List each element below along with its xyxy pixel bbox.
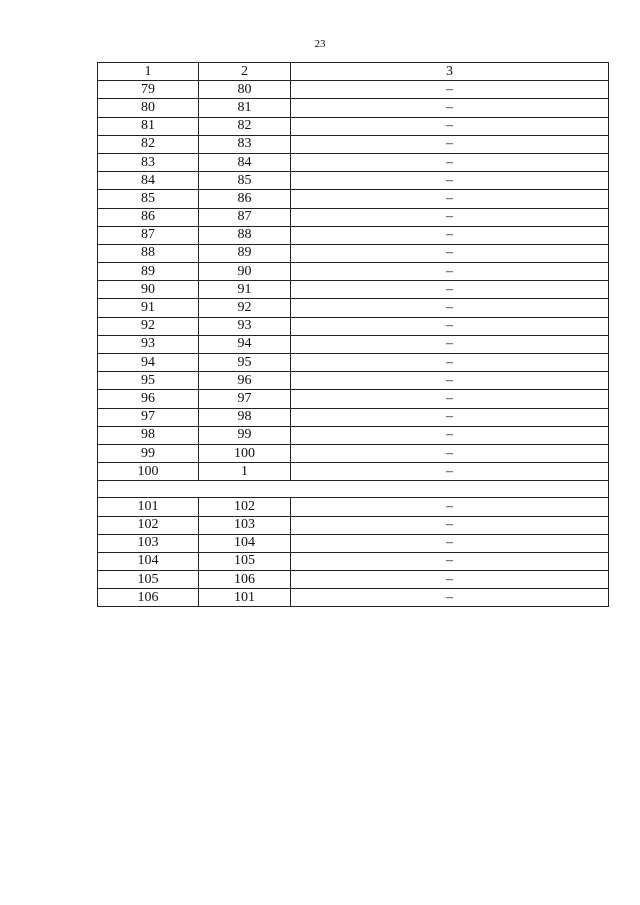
table-row bbox=[98, 589, 609, 607]
table-cell: 82 bbox=[199, 117, 291, 135]
table-row bbox=[98, 571, 609, 589]
table-cell: – bbox=[291, 226, 609, 244]
table-row bbox=[98, 172, 609, 190]
table-cell: 99 bbox=[199, 426, 291, 444]
table-cell: 86 bbox=[199, 190, 291, 208]
table-cell: 90 bbox=[199, 263, 291, 281]
table-cell: – bbox=[291, 498, 609, 516]
table-cell: – bbox=[291, 208, 609, 226]
table-cell: – bbox=[291, 354, 609, 372]
table-cell: 93 bbox=[98, 335, 199, 353]
table-cell: 83 bbox=[199, 135, 291, 153]
table-cell: 105 bbox=[98, 571, 199, 589]
table-row bbox=[98, 534, 609, 552]
table-cell: 88 bbox=[98, 244, 199, 262]
data-table bbox=[97, 62, 609, 607]
table-row bbox=[98, 226, 609, 244]
table-cell: 91 bbox=[199, 281, 291, 299]
table-cell: – bbox=[291, 281, 609, 299]
table-row bbox=[98, 99, 609, 117]
table-cell: 80 bbox=[199, 81, 291, 99]
table-cell: 94 bbox=[199, 335, 291, 353]
table-cell: – bbox=[291, 516, 609, 534]
table-cell: – bbox=[291, 552, 609, 570]
table-cell: 104 bbox=[98, 552, 199, 570]
header-cell-1: 1 bbox=[98, 63, 199, 81]
table-cell: 96 bbox=[98, 390, 199, 408]
table-cell: – bbox=[291, 263, 609, 281]
table-cell: 94 bbox=[98, 354, 199, 372]
table-cell: 91 bbox=[98, 299, 199, 317]
header-cell-3: 3 bbox=[291, 63, 609, 81]
table-cell: 97 bbox=[199, 390, 291, 408]
table-cell: 85 bbox=[199, 172, 291, 190]
table-cell: 82 bbox=[98, 135, 199, 153]
table-row bbox=[98, 299, 609, 317]
table-row bbox=[98, 244, 609, 262]
group-separator-row bbox=[98, 481, 609, 498]
table-cell: 102 bbox=[98, 516, 199, 534]
table-cell: 98 bbox=[98, 426, 199, 444]
table-cell: 101 bbox=[199, 589, 291, 607]
table-cell: – bbox=[291, 534, 609, 552]
table-cell: 90 bbox=[98, 281, 199, 299]
table-row bbox=[98, 117, 609, 135]
table-cell: 104 bbox=[199, 534, 291, 552]
table-cell: 81 bbox=[199, 99, 291, 117]
table-cell: 88 bbox=[199, 226, 291, 244]
table-cell: – bbox=[291, 299, 609, 317]
table-row bbox=[98, 317, 609, 335]
table-cell: 101 bbox=[98, 498, 199, 516]
group-separator-cell bbox=[98, 481, 609, 498]
table-cell: 97 bbox=[98, 408, 199, 426]
table-row bbox=[98, 498, 609, 516]
table-cell: – bbox=[291, 172, 609, 190]
table-cell: 81 bbox=[98, 117, 199, 135]
table-cell: – bbox=[291, 426, 609, 444]
table-cell: 103 bbox=[199, 516, 291, 534]
table-row bbox=[98, 390, 609, 408]
table-cell: – bbox=[291, 99, 609, 117]
table-cell: 86 bbox=[98, 208, 199, 226]
table-row bbox=[98, 153, 609, 171]
table-cell: – bbox=[291, 317, 609, 335]
table-cell: 100 bbox=[199, 444, 291, 462]
table-body bbox=[98, 63, 609, 607]
table-cell: 80 bbox=[98, 99, 199, 117]
table-cell: 106 bbox=[98, 589, 199, 607]
table-row bbox=[98, 408, 609, 426]
table-cell: 85 bbox=[98, 190, 199, 208]
table-cell: – bbox=[291, 589, 609, 607]
table-cell: 96 bbox=[199, 372, 291, 390]
table-row bbox=[98, 335, 609, 353]
table-cell: 95 bbox=[98, 372, 199, 390]
table-cell: – bbox=[291, 408, 609, 426]
table-row bbox=[98, 463, 609, 481]
table-row bbox=[98, 444, 609, 462]
table-cell: 103 bbox=[98, 534, 199, 552]
table-cell: – bbox=[291, 81, 609, 99]
table-cell: 98 bbox=[199, 408, 291, 426]
table-cell: – bbox=[291, 190, 609, 208]
table-cell: 102 bbox=[199, 498, 291, 516]
table-cell: – bbox=[291, 335, 609, 353]
table-cell: – bbox=[291, 444, 609, 462]
header-cell-2: 2 bbox=[199, 63, 291, 81]
table-cell: – bbox=[291, 372, 609, 390]
table-row bbox=[98, 354, 609, 372]
table-cell: 1 bbox=[199, 463, 291, 481]
table-cell: 105 bbox=[199, 552, 291, 570]
table-header-row bbox=[98, 63, 609, 81]
table-cell: 92 bbox=[98, 317, 199, 335]
table-cell: 83 bbox=[98, 153, 199, 171]
table-cell: 99 bbox=[98, 444, 199, 462]
table-cell: 84 bbox=[199, 153, 291, 171]
table-row bbox=[98, 208, 609, 226]
table-cell: 106 bbox=[199, 571, 291, 589]
table-row bbox=[98, 190, 609, 208]
table-cell: 92 bbox=[199, 299, 291, 317]
table-row bbox=[98, 281, 609, 299]
table-row bbox=[98, 516, 609, 534]
table-row bbox=[98, 426, 609, 444]
table-cell: – bbox=[291, 244, 609, 262]
page-number: 23 bbox=[314, 38, 326, 50]
table-cell: 84 bbox=[98, 172, 199, 190]
table-cell: 100 bbox=[98, 463, 199, 481]
table-row bbox=[98, 81, 609, 99]
table-cell: – bbox=[291, 135, 609, 153]
table-cell: – bbox=[291, 153, 609, 171]
table-cell: 95 bbox=[199, 354, 291, 372]
table-cell: 79 bbox=[98, 81, 199, 99]
table-row bbox=[98, 372, 609, 390]
table-row bbox=[98, 263, 609, 281]
table-cell: 93 bbox=[199, 317, 291, 335]
table-cell: 89 bbox=[199, 244, 291, 262]
table-row bbox=[98, 135, 609, 153]
table-cell: – bbox=[291, 571, 609, 589]
table-cell: – bbox=[291, 390, 609, 408]
table-row bbox=[98, 552, 609, 570]
table-cell: 89 bbox=[98, 263, 199, 281]
table-cell: – bbox=[291, 463, 609, 481]
table-cell: 87 bbox=[98, 226, 199, 244]
table-cell: 87 bbox=[199, 208, 291, 226]
table-cell: – bbox=[291, 117, 609, 135]
